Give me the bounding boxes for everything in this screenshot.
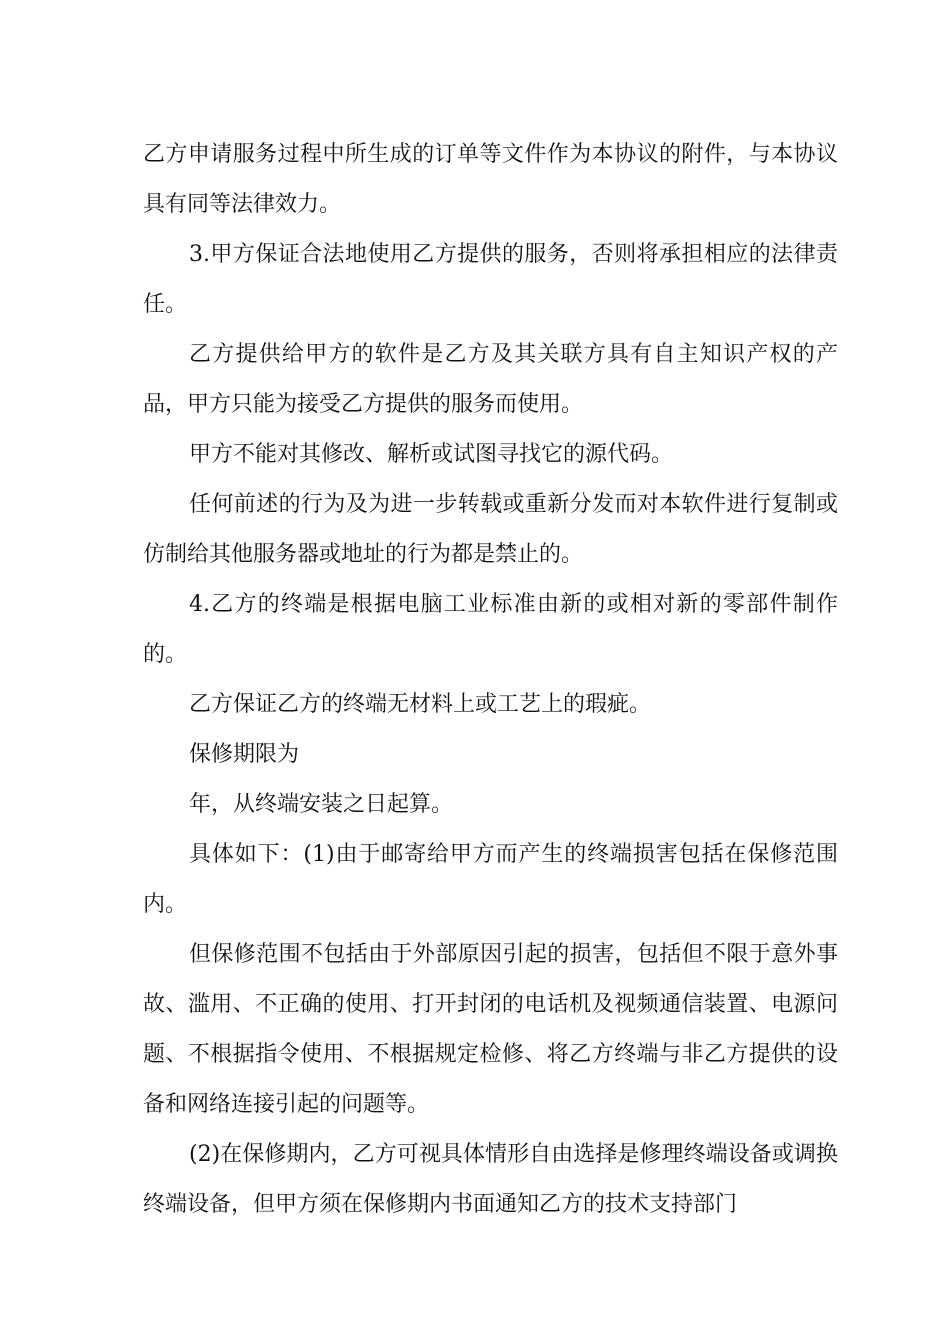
- paragraph-details-1: 具体如下：(1)由于邮寄给甲方而产生的终端损害包括在保修范围内。: [143, 842, 838, 917]
- paragraph-attachments: 乙方申请服务过程中所生成的订单等文件作为本协议的附件，与本协议具有同等法律效力。: [143, 142, 838, 217]
- document-body: [143, 130, 838, 1230]
- paragraph-no-defects: 乙方保证乙方的终端无材料上或工艺上的瑕疵。: [189, 692, 652, 717]
- paragraph-clause-3: 3.甲方保证合法地使用乙方提供的服务，否则将承担相应的法律责任。: [143, 242, 838, 317]
- paragraph-warranty-start: 年，从终端安装之日起算。: [189, 792, 454, 817]
- paragraph-clause-4: 4.乙方的终端是根据电脑工业标准由新的或相对新的零部件制作的。: [143, 592, 838, 667]
- paragraph-details-2: (2)在保修期内，乙方可视具体情形自由选择是修理终端设备或调换终端设备，但甲方须在保修期内书面通知乙方的技术支持部门: [143, 1142, 838, 1217]
- paragraph-warranty-period: 保修期限为: [189, 742, 300, 767]
- paragraph-software-ownership: 乙方提供给甲方的软件是乙方及其关联方具有自主知识产权的产品，甲方只能为接受乙方提供的服务而使用。: [143, 342, 838, 417]
- paragraph-no-modification: 甲方不能对其修改、解析或试图寻找它的源代码。: [189, 442, 674, 467]
- paragraph-no-redistribution: 任何前述的行为及为进一步转载或重新分发而对本软件进行复制或仿制给其他服务器或地址的行为都是禁止的。: [143, 492, 838, 567]
- paragraph-exclusions: 但保修范围不包括由于外部原因引起的损害，包括但不限于意外事故、滥用、不正确的使用、打开封闭的电话机及视频通信装置、电源问题、不根据指令使用、不根据规定检修、将乙方终端与非乙方提供的设备和网络连接引起的问题等。: [143, 942, 838, 1117]
